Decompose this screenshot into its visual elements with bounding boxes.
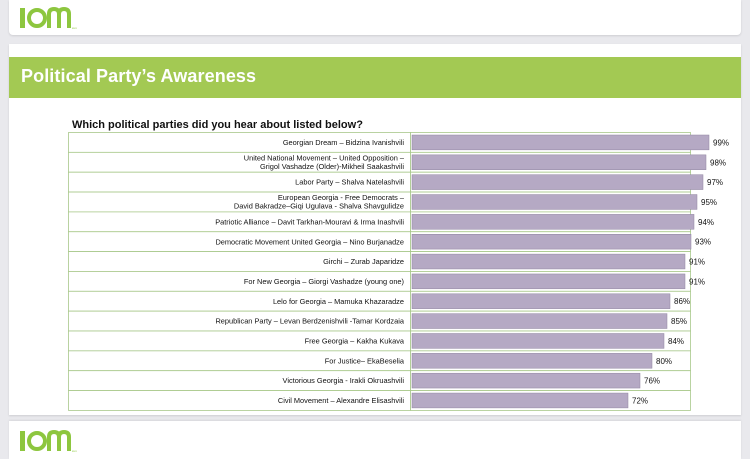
category-label: Labor Party – Shalva Natelashvili bbox=[295, 177, 404, 187]
value-label: 85% bbox=[671, 317, 688, 327]
bar bbox=[412, 274, 685, 289]
value-label: 72% bbox=[632, 396, 649, 406]
bar bbox=[412, 393, 628, 408]
iom-logo-footer bbox=[19, 428, 83, 454]
category-label: Georgian Dream – Bidzina Ivanishvili bbox=[282, 138, 404, 148]
question-text: Which political parties did you hear about listed below? bbox=[72, 119, 363, 131]
bar bbox=[412, 314, 667, 329]
bar bbox=[412, 195, 697, 210]
category-label: Republican Party – Levan Berdzenishvili -Tamar Kordzaia bbox=[215, 316, 404, 326]
value-label: 84% bbox=[668, 336, 685, 346]
value-label: 99% bbox=[713, 138, 730, 148]
title-band bbox=[9, 57, 741, 98]
category-label: Girchi – Zurab Japaridze bbox=[323, 257, 404, 267]
svg-text:iom: iom bbox=[72, 26, 77, 30]
bar bbox=[412, 294, 670, 309]
value-label: 94% bbox=[698, 217, 715, 227]
bar bbox=[412, 214, 694, 229]
category-label: Patriotic Alliance – Davit Tarkhan-Mouravi & Irma Inashvili bbox=[215, 217, 404, 227]
value-label: 93% bbox=[695, 237, 712, 247]
slide bbox=[9, 44, 741, 415]
category-label: For New Georgia – Giorgi Vashadze (young one) bbox=[243, 276, 404, 286]
iom-logo bbox=[19, 5, 83, 31]
bar bbox=[412, 155, 706, 170]
category-label: Civil Movement – Alexandre Elisashvili bbox=[277, 396, 404, 406]
bar bbox=[412, 373, 640, 388]
bar bbox=[412, 353, 652, 368]
bar bbox=[412, 234, 691, 249]
bar bbox=[412, 175, 703, 190]
category-label: United National Movement – United Opposition – Grigol Vashadze (Older)-Mikheil Saakashvili bbox=[243, 153, 404, 171]
value-label: 91% bbox=[689, 257, 706, 267]
bar bbox=[412, 135, 709, 150]
value-label: 95% bbox=[701, 197, 718, 207]
slide-title: Political Party’s Awareness bbox=[21, 66, 257, 86]
value-label: 98% bbox=[710, 158, 727, 168]
category-label: For Justice– EkaBeselia bbox=[324, 356, 404, 366]
footer-card bbox=[9, 421, 741, 459]
category-label: Lelo for Georgia – Mamuka Khazaradze bbox=[272, 296, 404, 306]
category-label: European Georgia - Free Democrats – David Bakradze–Giqi Ugulava - Shalva Shavgulidze bbox=[233, 193, 404, 211]
value-label: 91% bbox=[689, 277, 706, 287]
bar bbox=[412, 254, 685, 269]
value-label: 80% bbox=[656, 356, 673, 366]
bar bbox=[412, 334, 664, 349]
category-label: Democratic Movement United Georgia – Nino Burjanadze bbox=[215, 237, 404, 247]
value-label: 76% bbox=[644, 376, 661, 386]
value-label: 97% bbox=[707, 178, 724, 188]
value-label: 86% bbox=[674, 297, 691, 307]
category-label: Victorious Georgia - Irakli Okruashvili bbox=[282, 376, 404, 386]
svg-text:iom: iom bbox=[72, 449, 77, 453]
awareness-bar-chart bbox=[68, 132, 730, 414]
category-label: Free Georgia – Kakha Kukava bbox=[304, 336, 404, 346]
header-card bbox=[9, 0, 741, 35]
